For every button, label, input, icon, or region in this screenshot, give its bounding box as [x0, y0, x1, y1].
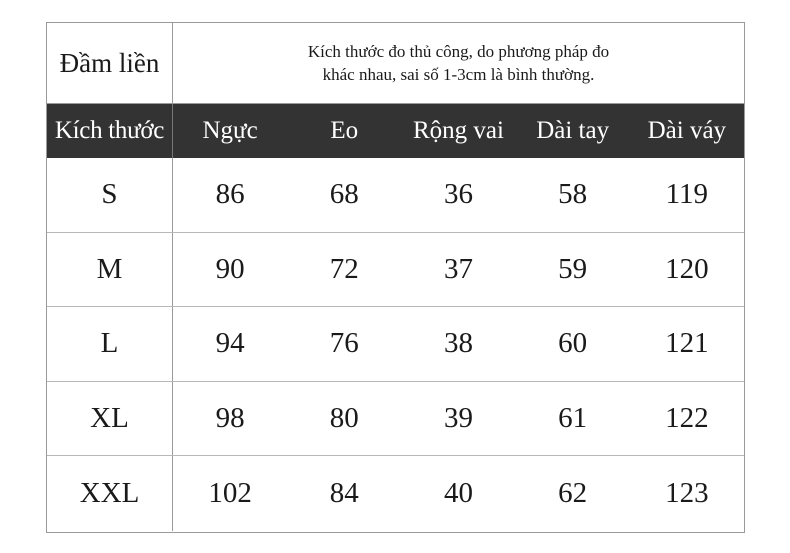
cell-waist: 68 [329, 178, 359, 211]
cell-dress-length: 122 [665, 402, 709, 435]
measurement-note-line-1: Kích thước đo thủ công, do phương pháp đo [307, 42, 610, 61]
cell-waist: 84 [329, 477, 359, 510]
header-waist: Eo [330, 117, 359, 144]
cell-chest: 98 [215, 402, 245, 435]
cell-sleeve: 60 [558, 327, 588, 360]
header-chest: Ngực [202, 117, 258, 144]
header-shoulder: Rộng vai [412, 117, 504, 144]
cell-waist: 76 [329, 327, 359, 360]
cell-chest: 90 [215, 252, 245, 285]
product-name: Đầm liền [47, 23, 173, 103]
table-row [47, 382, 744, 457]
column-header-row [47, 104, 744, 158]
cell-sleeve: 61 [558, 402, 588, 435]
size-rows [47, 158, 744, 531]
cell-sleeve: 59 [558, 252, 588, 285]
cell-chest: 94 [215, 327, 245, 360]
cell-waist: 72 [329, 252, 359, 285]
cell-dress-length: 121 [665, 327, 709, 360]
header-sleeve: Dài tay [536, 117, 610, 144]
cell-dress-length: 120 [665, 252, 709, 285]
header-size: Kích thước [47, 104, 173, 158]
size-label: XL [47, 382, 173, 456]
header-dress-length: Dài váy [647, 117, 727, 144]
cell-shoulder: 40 [443, 477, 473, 510]
cell-dress-length: 119 [665, 178, 709, 211]
table-row [47, 158, 744, 233]
measurement-note [173, 23, 744, 103]
cell-waist: 80 [329, 402, 359, 435]
size-label: M [47, 233, 173, 307]
size-label: XXL [47, 456, 173, 531]
cell-dress-length: 123 [665, 477, 709, 510]
title-row [47, 23, 744, 104]
table-row [47, 307, 744, 382]
cell-shoulder: 37 [443, 252, 473, 285]
table-row [47, 233, 744, 308]
table-row [47, 456, 744, 531]
size-chart [46, 22, 745, 533]
cell-chest: 102 [208, 477, 252, 510]
cell-sleeve: 58 [558, 178, 588, 211]
size-label: S [47, 158, 173, 232]
cell-shoulder: 39 [443, 402, 473, 435]
cell-sleeve: 62 [558, 477, 588, 510]
cell-shoulder: 36 [443, 178, 473, 211]
cell-chest: 86 [215, 178, 245, 211]
size-label: L [47, 307, 173, 381]
cell-shoulder: 38 [443, 327, 473, 360]
measurement-note-line-2: khác nhau, sai số 1-3cm là bình thường. [322, 65, 595, 84]
